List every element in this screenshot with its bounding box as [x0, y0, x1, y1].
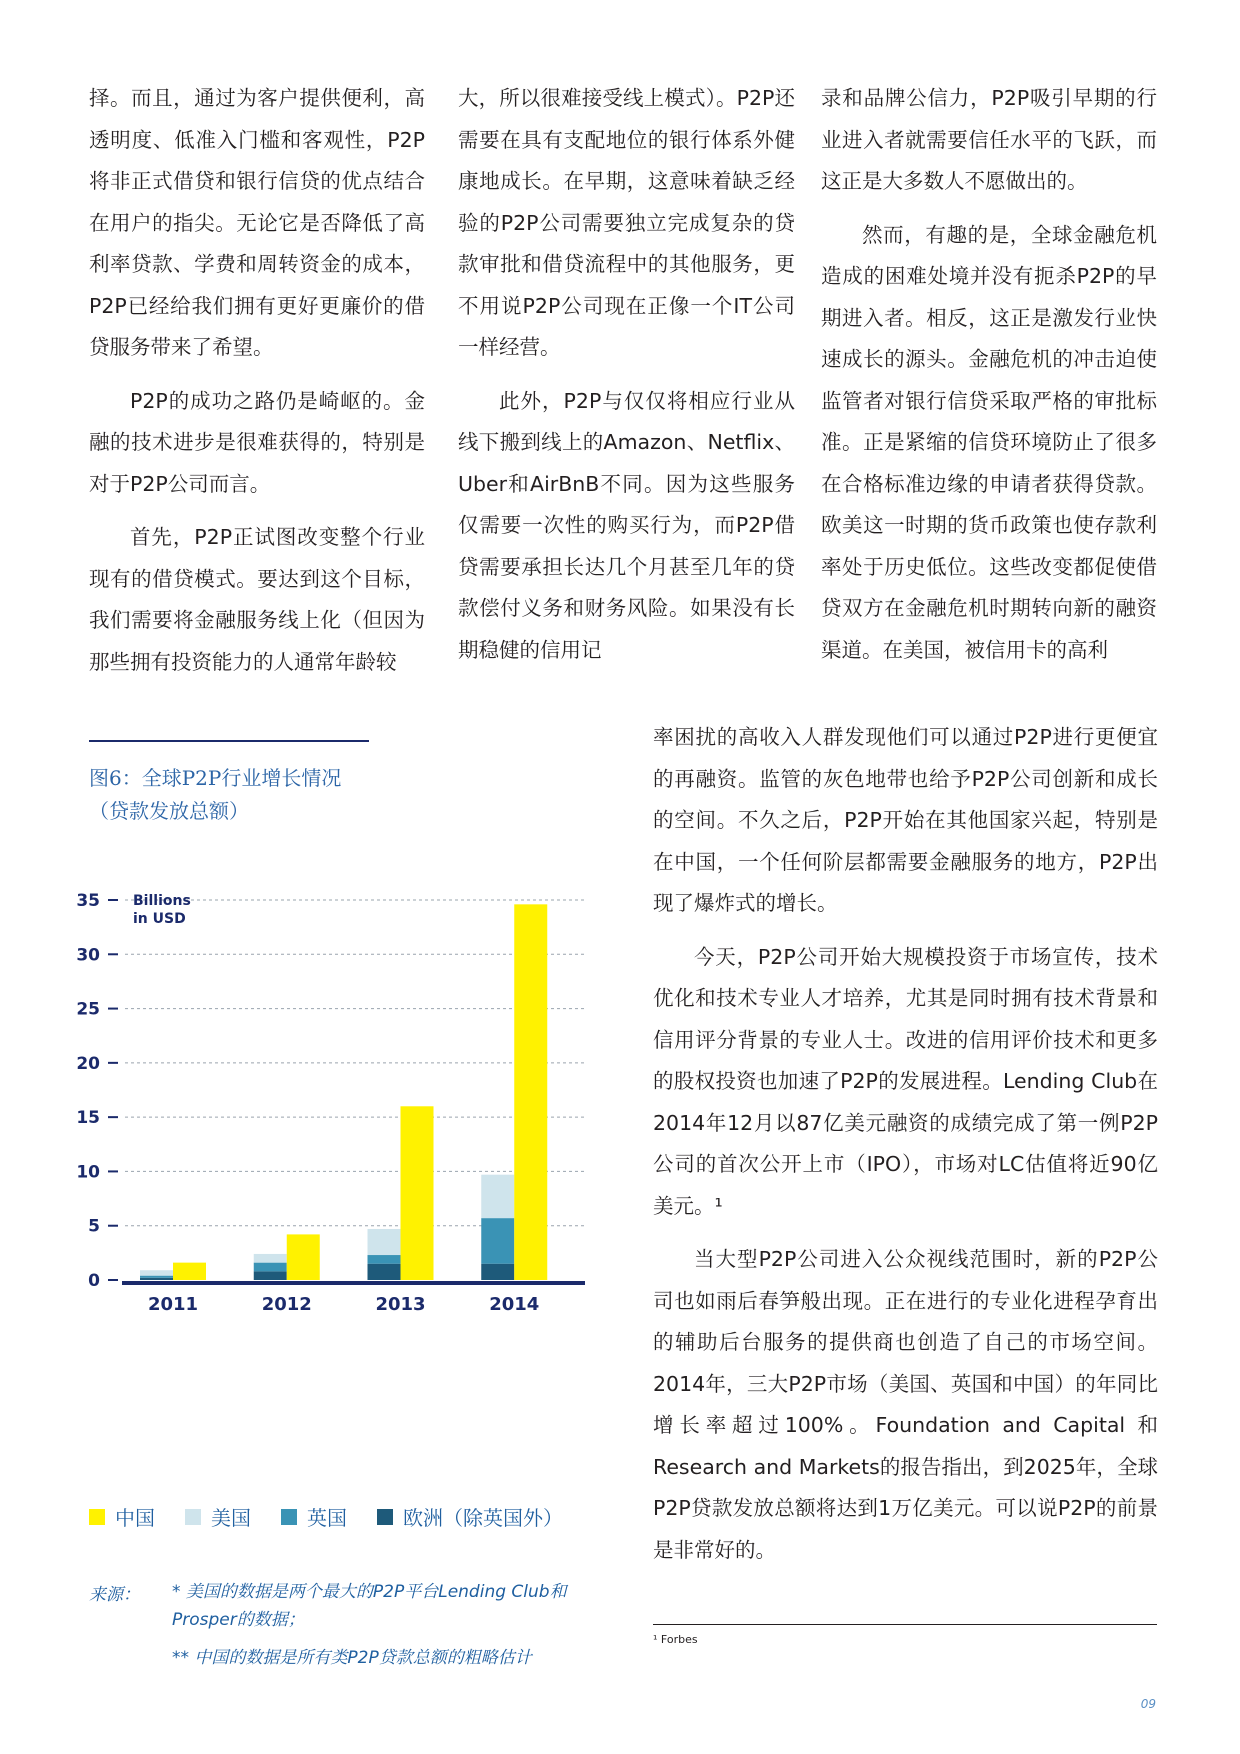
bar-英国	[140, 1276, 173, 1278]
legend-swatch	[377, 1509, 393, 1525]
y-tick-label: 0	[88, 1271, 100, 1291]
legend-swatch	[281, 1509, 297, 1525]
y-tick-label: 25	[76, 999, 100, 1020]
y-tick-label: 10	[76, 1162, 100, 1183]
bar-china	[514, 904, 547, 1280]
paragraph: 今天，P2P公司开始大规模投资于市场宣传，技术优化和技术专业人才培养，尤其是同时拥有技术背景和信用评分背景的专业人士。改进的信用评价技术和更多的股权投资也加速了P2P的发展进程。Lending Club在2014年12月以87亿美元融资的成绩完成了第一例P2P公司的首次公开上市（IPO），市场对LC估值将近90亿美元。¹	[653, 944, 1158, 1218]
bar-china	[287, 1234, 320, 1280]
unit-label: Billions	[133, 893, 191, 909]
body-column-3	[821, 78, 1157, 683]
bar-美国	[481, 1175, 514, 1218]
footnote-rule	[653, 1624, 1157, 1625]
source-label: 来源：	[89, 1585, 140, 1605]
source-note-2: ** 中国的数据是所有类P2P贷款总额的粗略估计	[172, 1648, 532, 1668]
bar-英国	[254, 1263, 287, 1272]
legend-item	[377, 1502, 563, 1531]
paragraph: 录和品牌公信力，P2P吸引早期的行业进入者就需要信任水平的飞跃，而这正是大多数人不愿做出的。	[821, 86, 1157, 193]
source-notes	[172, 1578, 592, 1682]
legend-item	[281, 1502, 347, 1531]
y-tick-label: 5	[88, 1216, 100, 1237]
paragraph: 首先，P2P正试图改变整个行业现有的借贷模式。要达到这个目标，我们需要将金融服务线上化（但因为那些拥有投资能力的人通常年龄较	[89, 525, 425, 674]
paragraph: 此外，P2P与仅仅将相应行业从线下搬到线上的Amazon、Netflix、Uber和AirBnB不同。因为这些服务仅需要一次性的购买行为，而P2P借贷需要承担长达几个月甚至几年的贷款偿付义务和财务风险。如果没有长期稳健的信用记	[458, 388, 795, 662]
y-tick-label: 35	[76, 891, 100, 911]
x-tick-label: 2014	[489, 1294, 540, 1315]
paragraph: 率困扰的高收入人群发现他们可以通过P2P进行更便宜的再融资。监管的灰色地带也给予P2P公司创新和成长的空间。不久之后，P2P开始在其他国家兴起，特别是在中国，一个任何阶层都需要金融服务的地方，P2P出现了爆炸式的增长。	[653, 725, 1158, 915]
bar-欧洲（除英国外）	[254, 1271, 287, 1280]
figure-title-line-2: （贷款发放总额）	[89, 799, 249, 823]
bar-欧洲（除英国外）	[368, 1264, 401, 1280]
source-note-1: * 美国的数据是两个最大的P2P平台Lending Club和Prosper的数据；	[172, 1582, 567, 1630]
paragraph: 择。而且，通过为客户提供便利，高透明度、低准入门槛和客观性，P2P将非正式借贷和银行信贷的优点结合在用户的指尖。无论它是否降低了高利率贷款、学费和周转资金的成本，P2P已经给我们拥有更好更廉价的借贷服务带来了希望。	[89, 86, 425, 359]
x-tick-label: 2013	[375, 1294, 426, 1315]
body-column-2	[458, 78, 795, 683]
x-tick-label: 2012	[261, 1294, 312, 1315]
paragraph: 大，所以很难接受线上模式）。P2P还需要在具有支配地位的银行体系外健康地成长。在早期，这意味着缺乏经验的P2P公司需要独立完成复杂的贷款审批和借贷流程中的其他服务，更不用说P2P公司现在正像一个IT公司一样经营。	[458, 86, 795, 359]
legend-swatch	[89, 1509, 105, 1525]
y-tick-label: 20	[76, 1053, 100, 1074]
figure-title-line-1: 图6：全球P2P行业增长情况	[89, 766, 342, 790]
bar-china	[401, 1106, 434, 1280]
body-column-4	[653, 717, 1158, 1583]
bar-美国	[140, 1270, 173, 1275]
footnote: ¹ Forbes	[653, 1633, 698, 1646]
bar-美国	[254, 1254, 287, 1263]
bar-china	[173, 1263, 206, 1280]
body-column-1	[89, 78, 425, 695]
bar-欧洲（除英国外）	[481, 1264, 514, 1280]
legend-item	[89, 1502, 155, 1531]
paragraph: 当大型P2P公司进入公众视线范围时，新的P2P公司也如雨后春笋般出现。正在进行的专业化进程孕育出的辅助后台服务的提供商也创造了自己的市场空间。2014年，三大P2P市场（美国、英国和中国）的年同比增长率超过100%。Foundation and Capital 和 Research and Markets的报告指出，到2025年，全球P2P贷款发放总额将达到1万亿美元。可以说P2P的前景是非常好的。	[653, 1247, 1158, 1562]
legend-swatch	[185, 1509, 201, 1525]
bar-英国	[481, 1218, 514, 1264]
figure-title	[89, 762, 419, 828]
bar-chart	[76, 880, 600, 1470]
bar-英国	[368, 1255, 401, 1264]
legend-label: 中国	[115, 1506, 155, 1530]
x-tick-label: 2011	[147, 1294, 199, 1315]
paragraph: 然而，有趣的是，全球金融危机造成的困难处境并没有扼杀P2P的早期进入者。相反，这正是激发行业快速成长的源头。金融危机的冲击迫使监管者对银行信贷采取严格的审批标准。正是紧缩的信贷环境防止了很多在合格标准边缘的申请者获得贷款。欧美这一时期的货币政策也使存款利率处于历史低位。这些改变都促使借贷双方在金融危机时期转向新的融资渠道。在美国，被信用卡的高利	[821, 222, 1157, 662]
y-tick-label: 30	[76, 945, 100, 966]
page-number: 09	[1140, 1697, 1156, 1711]
unit-label: in USD	[133, 911, 186, 927]
paragraph: P2P的成功之路仍是崎岖的。金融的技术进步是很难获得的，特别是对于P2P公司而言。	[89, 388, 425, 496]
bar-美国	[368, 1229, 401, 1255]
legend-label: 欧洲（除英国外）	[403, 1506, 563, 1530]
figure-top-rule	[89, 740, 369, 742]
bar-欧洲（除英国外）	[140, 1278, 173, 1280]
legend-label: 英国	[307, 1506, 347, 1530]
legend-label: 美国	[211, 1506, 251, 1530]
y-tick-label: 15	[76, 1108, 100, 1129]
chart-legend	[89, 1502, 609, 1531]
legend-item	[185, 1502, 251, 1531]
